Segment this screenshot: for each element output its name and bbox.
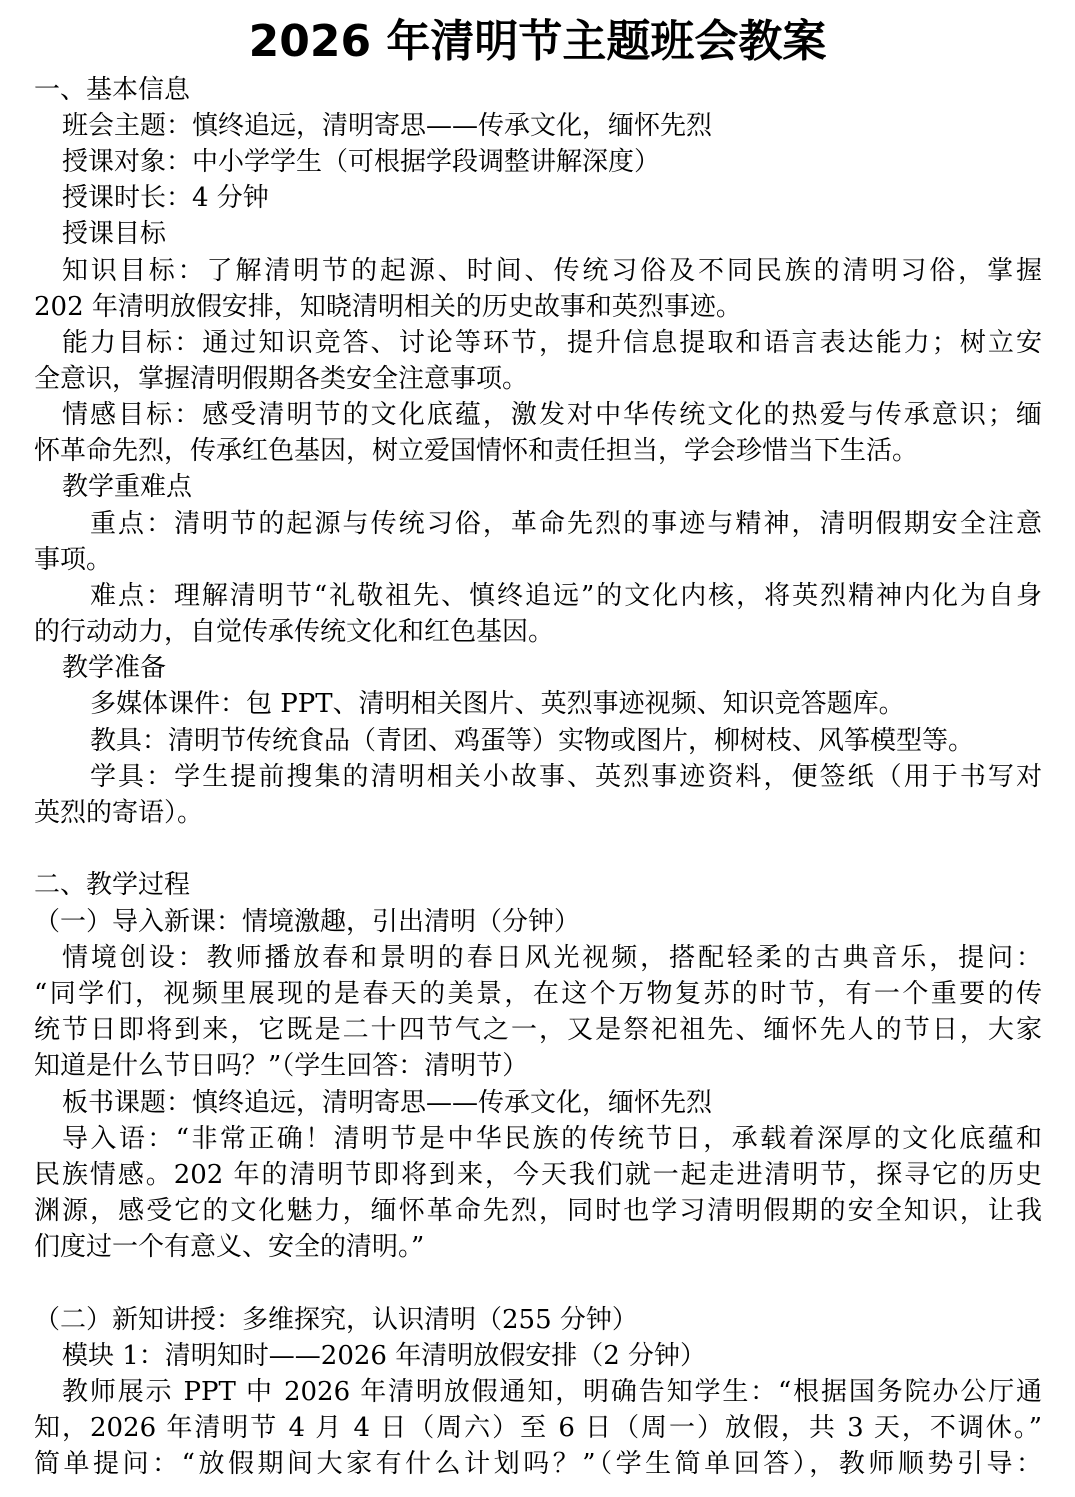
paragraph-line: 情境创设：教师播放春和景明的春日风光视频，搭配轻柔的古典音乐，提问：: [62, 943, 1042, 973]
paragraph-line: 的行动动力，自觉传承传统文化和红色基因。: [34, 617, 555, 647]
section-heading-teaching-process: 二、教学过程: [34, 870, 191, 900]
paragraph-line: 知道是什么节日吗？”（学生回答：清明节）: [34, 1051, 529, 1081]
paragraph-line: 简单提问：“放假期间大家有什么计划吗？”（学生简单回答），教师顺势引导：: [34, 1449, 1042, 1479]
subheading-objectives: 授课目标: [62, 219, 167, 249]
paragraph-line: 难点：理解清明节“礼敬祖先、慎终追远”的文化内核，将英烈精神内化为自身: [90, 581, 1042, 611]
paragraph-line: 教师展示 PPT 中 2026 年清明放假通知，明确告知学生：“根据国务院办公厅通: [62, 1377, 1042, 1407]
subheading-preparation: 教学准备: [62, 653, 167, 683]
paragraph-line: 英烈的寄语）。: [34, 798, 204, 828]
paragraph-line: 统节日即将到来，它既是二十四节气之一，又是祭祀祖先、缅怀先人的节日，大家: [34, 1015, 1042, 1045]
paragraph-line: 能力目标：通过知识竞答、讨论等环节，提升信息提取和语言表达能力；树立安: [62, 328, 1042, 358]
paragraph-line: 重点：清明节的起源与传统习俗，革命先烈的事迹与精神，清明假期安全注意: [90, 509, 1042, 539]
subheading-new-knowledge: （二）新知讲授：多维探究，认识清明（255 分钟）: [34, 1305, 638, 1335]
paragraph-line: 民族情感。202 年的清明节即将到来，今天我们就一起走进清明节，探寻它的历史: [34, 1160, 1042, 1190]
paragraph-line: 202 年清明放假安排，知晓清明相关的历史故事和英烈事迹。: [34, 292, 742, 322]
paragraph-line: 情感目标：感受清明节的文化底蕴，激发对中华传统文化的热爱与传承意识；缅: [62, 400, 1042, 430]
paragraph-line: 班会主题：慎终追远，清明寄思——传承文化，缅怀先烈: [62, 111, 713, 141]
paragraph-line: 知，2026 年清明节 4 月 4 日（周六）至 6 日（周一）放假，共 3 天，不调休。”: [34, 1413, 1042, 1443]
subheading-module-1: 模块 1：清明知时——2026 年清明放假安排（2 分钟）: [62, 1341, 707, 1371]
paragraph-line: 们度过一个有意义、安全的清明。”: [34, 1232, 425, 1262]
paragraph-line: 授课对象：中小学学生（可根据学段调整讲解深度）: [62, 147, 661, 177]
section-heading-basic-info: 一、基本信息: [34, 75, 191, 105]
paragraph-line: 教具：清明节传统食品（青团、鸡蛋等）实物或图片，柳树枝、风筝模型等。: [90, 726, 975, 756]
paragraph-line: 授课时长：4 分钟: [62, 183, 269, 213]
document-title: 2026 年清明节主题班会教案: [248, 16, 827, 67]
subheading-introduction: （一）导入新课：情境激趣，引出清明（分钟）: [34, 907, 581, 937]
paragraph-line: 事项。: [34, 545, 113, 575]
paragraph-line: 多媒体课件：包 PPT、清明相关图片、英烈事迹视频、知识竞答题库。: [90, 689, 905, 719]
paragraph-line: 学具：学生提前搜集的清明相关小故事、英烈事迹资料，便签纸（用于书写对: [90, 762, 1042, 792]
paragraph-line: 全意识，掌握清明假期各类安全注意事项。: [34, 364, 529, 394]
paragraph-line: 知识目标：了解清明节的起源、时间、传统习俗及不同民族的清明习俗，掌握: [62, 256, 1042, 286]
paragraph-line: 怀革命先烈，传承红色基因，树立爱国情怀和责任担当，学会珍惜当下生活。: [34, 436, 919, 466]
paragraph-line: 渊源，感受它的文化魅力，缅怀革命先烈，同时也学习清明假期的安全知识，让我: [34, 1196, 1042, 1226]
paragraph-line: “同学们，视频里展现的是春天的美景，在这个万物复苏的时节，有一个重要的传: [34, 979, 1042, 1009]
paragraph-line: 导入语：“非常正确！清明节是中华民族的传统节日，承载着深厚的文化底蕴和: [62, 1124, 1042, 1154]
subheading-key-difficult-points: 教学重难点: [62, 472, 193, 502]
paragraph-line: 板书课题：慎终追远，清明寄思——传承文化，缅怀先烈: [62, 1088, 713, 1118]
